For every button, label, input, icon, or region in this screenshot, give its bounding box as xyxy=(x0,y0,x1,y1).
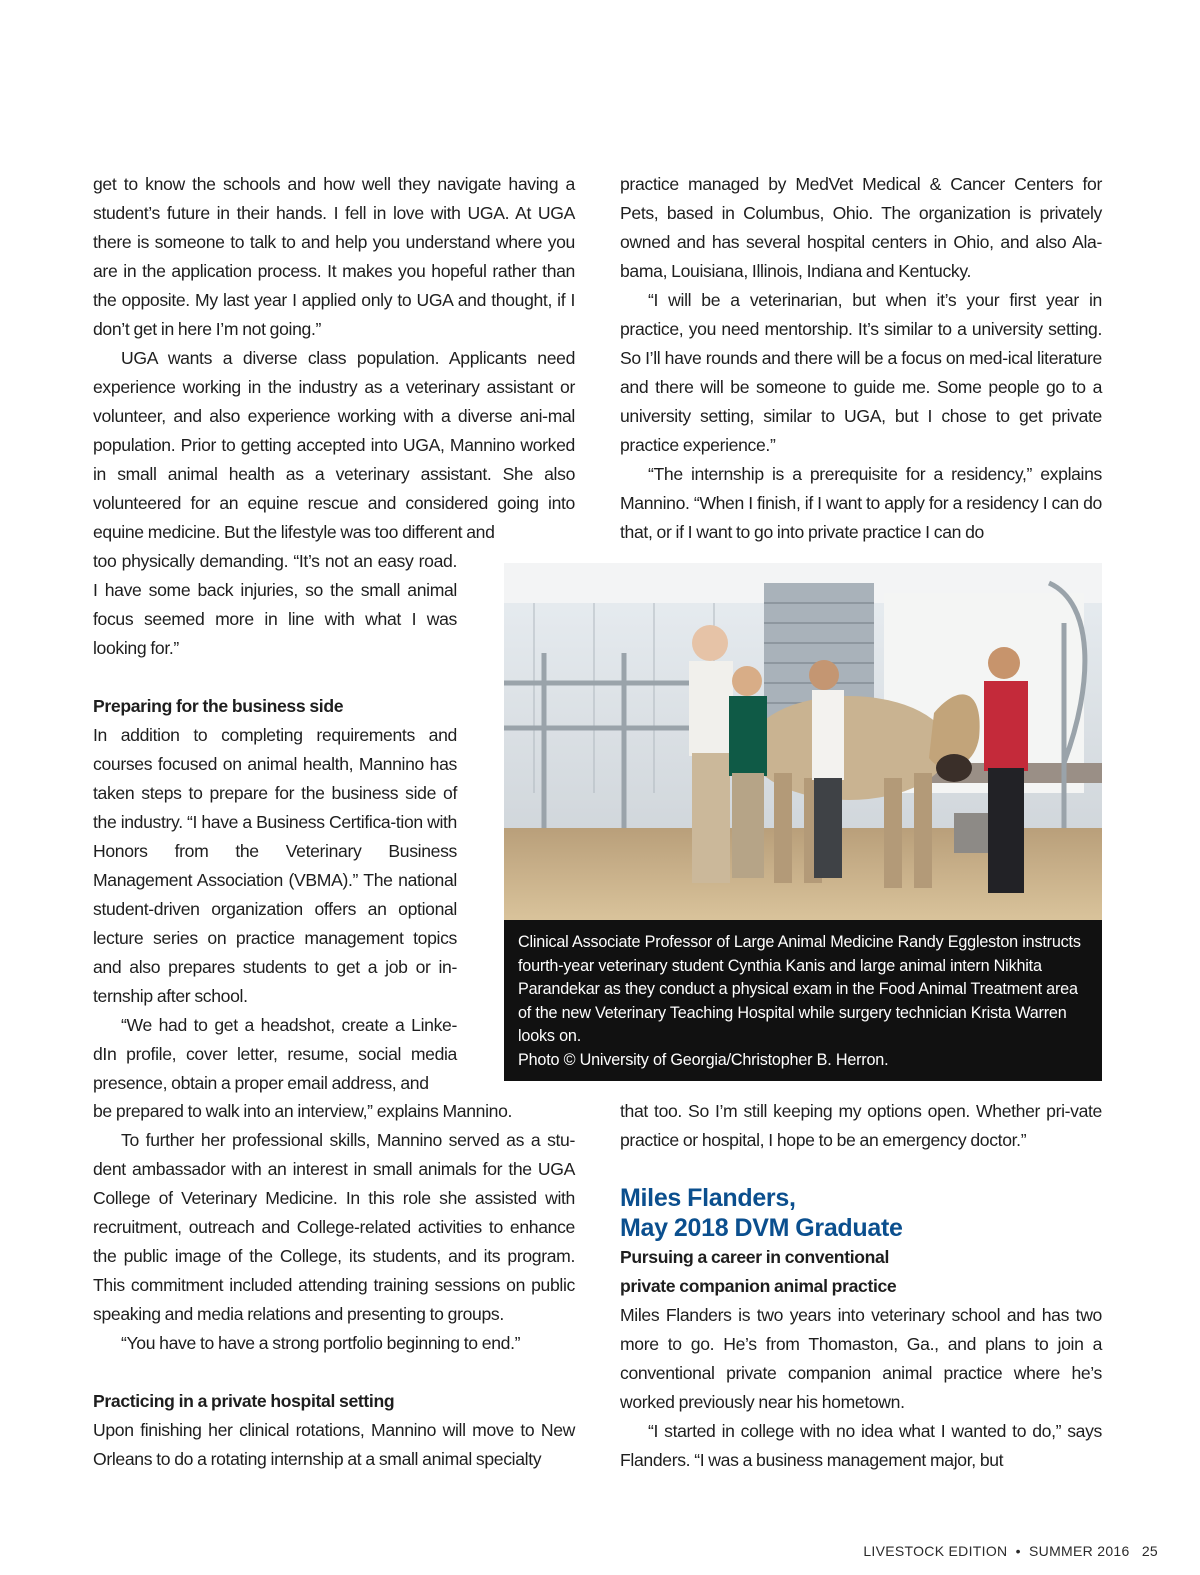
section-heading: Practicing in a private hospital setting xyxy=(93,1391,395,1411)
article-headline: Miles Flanders, xyxy=(620,1184,796,1212)
publication-name: LIVESTOCK EDITION xyxy=(863,1543,1008,1559)
photo-caption xyxy=(504,920,1102,1081)
paragraph: too physically demanding. “It’s not an easy road. I have some back injuries, so the small animal focus seemed more in line with what I was looking for.” xyxy=(93,551,457,658)
section-heading: Preparing for the business side xyxy=(93,696,344,716)
page-footer xyxy=(863,1543,1158,1559)
deck-line: private companion animal practice xyxy=(620,1276,897,1296)
deck-line: Pursuing a career in conventional xyxy=(620,1247,890,1267)
paragraph: Upon finishing her clinical rotations, Mannino will move to New Orleans to do a rotating internship at a small animal specialty xyxy=(93,1420,575,1469)
paragraph: get to know the schools and how well they navigate having a student’s future in their hands. I fell in love with UGA. At UGA there is someone to talk to and help you understand where you are in the application process. It makes you hopeful rather than the opposite. My last year I applied only to UGA and thought, if I don’t get in here I’m not going.” xyxy=(93,174,575,339)
paragraph: be prepared to walk into an interview,” explains Mannino. xyxy=(93,1101,513,1121)
paragraph: “We had to get a headshot, create a Linke-dIn profile, cover letter, resume, social media presence, obtain a proper email address, and xyxy=(93,1015,457,1093)
paragraph: In addition to completing requirements and courses focused on animal health, Mannino has taken steps to prepare for the business side of the industry. “I have a Business Certifica-tion with Honors from the Veterinary Business Management Association (VBMA).” The national student-driven organization offers an optional lecture series on practice management topics and also prepares students to get a job or in-ternship after school. xyxy=(93,725,457,1006)
paragraph: “I started in college with no idea what I wanted to do,” says Flanders. “I was a business management major, but xyxy=(620,1421,1102,1470)
left-column-top xyxy=(93,170,575,547)
left-column-narrow xyxy=(93,547,457,1098)
issue-date: SUMMER 2016 xyxy=(1029,1543,1130,1559)
paragraph: “You have to have a strong portfolio beginning to end.” xyxy=(121,1333,521,1353)
article-headline-line2: May 2018 DVM Graduate xyxy=(620,1214,903,1242)
paragraph: UGA wants a diverse class population. Applicants need experience working in the industry as a veterinary assistant or volunteer, and also experience working with a diverse ani-mal population. Prior to getting accepted into UGA, Mannino worked in small animal health as a veterinary assistant. She also volunteered for an equine rescue and considered going into equine medicine. But the lifestyle was too different and xyxy=(93,348,575,542)
paragraph: To further her professional skills, Mannino served as a stu-dent ambassador with an interest in small animals for the UGA College of Veterinary Medicine. In this role she assisted with recruitment, outreach and College-related activities to enhance the public image of the College, its students, and its program. This commitment included attending training sessions on public speaking and media relations and presenting to groups. xyxy=(93,1130,575,1324)
cow-exam-illustration xyxy=(504,563,1102,920)
paragraph: that too. So I’m still keeping my options open. Whether pri-vate practice or hospital, I hope to be an emergency doctor.” xyxy=(620,1101,1102,1150)
footer-separator: • xyxy=(1015,1543,1021,1559)
right-column-top xyxy=(620,170,1102,547)
photo-credit: Photo © University of Georgia/Christopher B. Herron. xyxy=(518,1050,889,1069)
caption-text: Clinical Associate Professor of Large Animal Medicine Randy Eggleston instructs fourth-year veterinary student Cynthia Kanis and large animal intern Nikhita Parandekar as they conduct a physical exam in the Food Animal Treatment area of the new Veterinary Teaching Hospital while surgery technician Krista Warren looks on. xyxy=(518,933,1081,1045)
page-number: 25 xyxy=(1141,1543,1158,1559)
paragraph: practice managed by MedVet Medical & Cancer Centers for Pets, based in Columbus, Ohio. The organization is privately owned and has several hospital centers in Ohio, and also Ala-bama, Louisiana, Illinois, Indiana and Kentucky. xyxy=(620,174,1102,281)
right-column-bottom xyxy=(620,1097,1102,1475)
paragraph: Miles Flanders is two years into veterinary school and has two more to go. He’s from Thomaston, Ga., and plans to join a conventional private companion animal practice where he’s worked previously near his hometown. xyxy=(620,1305,1102,1412)
left-column-bottom xyxy=(93,1097,575,1474)
paragraph: “The internship is a prerequisite for a residency,” explains Mannino. “When I finish, if I want to apply for a residency I can do that, or if I want to go into private practice I can do xyxy=(620,464,1102,542)
article-photo xyxy=(504,563,1102,920)
paragraph: “I will be a veterinarian, but when it’s your first year in practice, you need mentorship. It’s similar to a university setting. So I’ll have rounds and there will be a focus on med-ical literature and there will be someone to guide me. Some people go to a university setting, similar to UGA, but I chose to get private practice experience.” xyxy=(620,290,1102,455)
